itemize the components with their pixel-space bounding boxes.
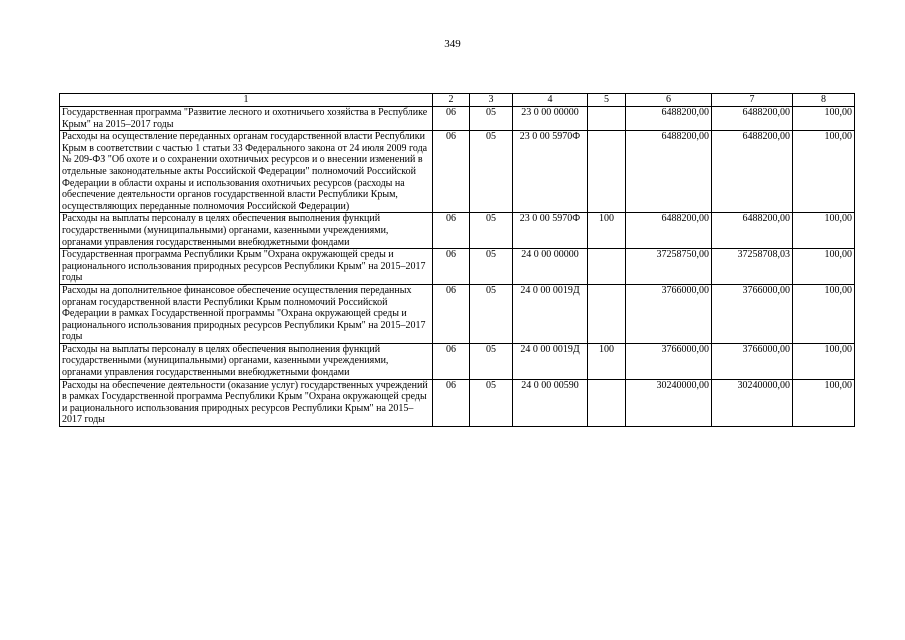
table-row — [60, 131, 855, 213]
actual-amount-cell: 3766000,00 — [712, 343, 793, 379]
actual-amount-cell: 3766000,00 — [712, 284, 793, 343]
header-cell: 4 — [513, 94, 588, 107]
expense-name-cell: Расходы на выплаты персоналу в целях обеспечения выполнения функций государственными (муниципальными) органами, казенными учреждениями, органами управления государственными внебюджетными фондами — [60, 343, 433, 379]
execution-percent-cell: 100,00 — [793, 249, 855, 285]
expense-name-cell: Расходы на выплаты персоналу в целях обеспечения выполнения функций государственными (муниципальными) органами, казенными учреждениями, органами управления государственными внебюджетными фондами — [60, 213, 433, 249]
expense-name-cell: Государственная программа "Развитие лесного и охотничьего хозяйства в Республике Крым" на 2015–2017 годы — [60, 107, 433, 131]
expense-name-cell: Расходы на дополнительное финансовое обеспечение осуществления переданных органам государственной власти Республики Крым полномочий Российской Федерации в рамках Государственной программы "Охрана окружающей среды и рационального использования природных ресурсов Республики Крым" на 2015–2017 годы — [60, 284, 433, 343]
expense-name-cell: Расходы на осуществление переданных органам государственной власти Республики Крым в соответствии с частью 1 статьи 33 Федерального закона от 24 июля 2009 года № 209-ФЗ "Об охоте и о сохранении охотничьих ресурсов и о внесении изменений в отдельные законодательные акты Российской Федерации" полномочий Российской Федерации в области охраны и использования охотничьих ресурсов (расходы на обеспечение деятельности органов государственной власти Республики Крым, осуществляющих переданные полномочия Российской Федерации) — [60, 131, 433, 213]
section-code-cell: 06 — [433, 131, 470, 213]
target-article-cell: 23 0 00 00000 — [513, 107, 588, 131]
expense-type-cell — [588, 284, 626, 343]
header-cell: 2 — [433, 94, 470, 107]
section-code-cell: 06 — [433, 107, 470, 131]
actual-amount-cell: 30240000,00 — [712, 379, 793, 426]
expense-type-cell — [588, 131, 626, 213]
table-row — [60, 107, 855, 131]
header-cell: 6 — [626, 94, 712, 107]
execution-percent-cell: 100,00 — [793, 343, 855, 379]
actual-amount-cell: 6488200,00 — [712, 213, 793, 249]
actual-amount-cell: 6488200,00 — [712, 107, 793, 131]
subsection-code-cell: 05 — [470, 343, 513, 379]
subsection-code-cell: 05 — [470, 249, 513, 285]
table-row — [60, 343, 855, 379]
header-cell: 3 — [470, 94, 513, 107]
header-cell: 8 — [793, 94, 855, 107]
expense-type-cell — [588, 107, 626, 131]
target-article-cell: 24 0 00 00000 — [513, 249, 588, 285]
table-row — [60, 213, 855, 249]
planned-amount-cell: 3766000,00 — [626, 343, 712, 379]
table-row — [60, 284, 855, 343]
target-article-cell: 24 0 00 0019Д — [513, 343, 588, 379]
expense-name-cell: Государственная программа Республики Крым "Охрана окружающей среды и рационального использования природных ресурсов Республики Крым" на 2015–2017 годы — [60, 249, 433, 285]
section-code-cell: 06 — [433, 249, 470, 285]
section-code-cell: 06 — [433, 343, 470, 379]
table-row — [60, 379, 855, 426]
subsection-code-cell: 05 — [470, 284, 513, 343]
subsection-code-cell: 05 — [470, 107, 513, 131]
execution-percent-cell: 100,00 — [793, 213, 855, 249]
expense-type-cell: 100 — [588, 343, 626, 379]
planned-amount-cell: 6488200,00 — [626, 131, 712, 213]
target-article-cell: 23 0 00 5970Ф — [513, 131, 588, 213]
target-article-cell: 24 0 00 00590 — [513, 379, 588, 426]
expense-type-cell — [588, 249, 626, 285]
subsection-code-cell: 05 — [470, 131, 513, 213]
section-code-cell: 06 — [433, 379, 470, 426]
actual-amount-cell: 37258708,03 — [712, 249, 793, 285]
header-cell: 7 — [712, 94, 793, 107]
subsection-code-cell: 05 — [470, 213, 513, 249]
header-cell: 1 — [60, 94, 433, 107]
execution-percent-cell: 100,00 — [793, 379, 855, 426]
section-code-cell: 06 — [433, 284, 470, 343]
header-cell: 5 — [588, 94, 626, 107]
target-article-cell: 24 0 00 0019Д — [513, 284, 588, 343]
execution-percent-cell: 100,00 — [793, 107, 855, 131]
planned-amount-cell: 30240000,00 — [626, 379, 712, 426]
budget-table — [59, 93, 855, 427]
table-row — [60, 249, 855, 285]
execution-percent-cell: 100,00 — [793, 284, 855, 343]
planned-amount-cell: 6488200,00 — [626, 107, 712, 131]
planned-amount-cell: 3766000,00 — [626, 284, 712, 343]
section-code-cell: 06 — [433, 213, 470, 249]
expense-type-cell: 100 — [588, 213, 626, 249]
expense-type-cell — [588, 379, 626, 426]
planned-amount-cell: 6488200,00 — [626, 213, 712, 249]
header-row — [60, 94, 855, 107]
execution-percent-cell: 100,00 — [793, 131, 855, 213]
planned-amount-cell: 37258750,00 — [626, 249, 712, 285]
subsection-code-cell: 05 — [470, 379, 513, 426]
actual-amount-cell: 6488200,00 — [712, 131, 793, 213]
page-number: 349 — [444, 38, 461, 50]
target-article-cell: 23 0 00 5970Ф — [513, 213, 588, 249]
expense-name-cell: Расходы на обеспечение деятельности (оказание услуг) государственных учреждений в рамках Государственной программа Республики Крым "Охрана окружающей среды и рационального использования природных ресурсов Республики Крым" на 2015–2017 годы — [60, 379, 433, 426]
